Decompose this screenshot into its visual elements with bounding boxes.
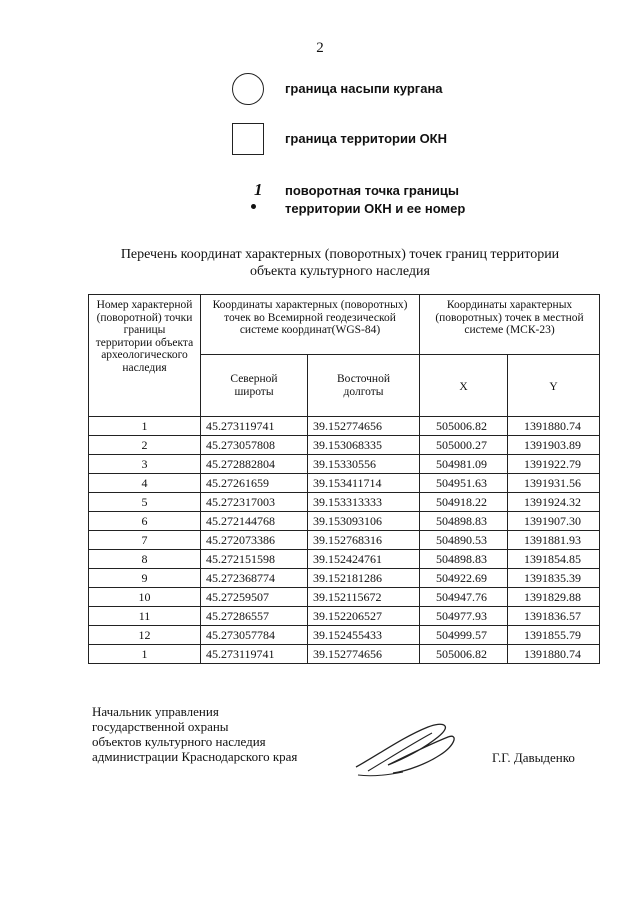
cell-x: 505006.82: [420, 417, 508, 436]
cell-east-longitude: 39.152455433: [308, 626, 420, 645]
cell-east-longitude: 39.152424761: [308, 550, 420, 569]
legend-mound-label: граница насыпи кургана: [285, 81, 443, 96]
legend-point-label-1: поворотная точка границы: [285, 183, 459, 198]
cell-x: 504898.83: [420, 512, 508, 531]
cell-point-number: 1: [89, 645, 201, 664]
legend-point-number: 1: [254, 180, 263, 199]
cell-y: 1391829.88: [508, 588, 600, 607]
cell-east-longitude: 39.152115672: [308, 588, 420, 607]
cell-point-number: 4: [89, 474, 201, 493]
table-row: [89, 550, 600, 569]
header-msk: Координаты характерных (поворотных) точек в местной системе (МСК-23): [420, 295, 600, 355]
signature-block: [92, 704, 297, 764]
cell-north-latitude: 45.27286557: [201, 607, 308, 626]
cell-north-latitude: 45.273119741: [201, 417, 308, 436]
cell-point-number: 7: [89, 531, 201, 550]
cell-x: 505000.27: [420, 436, 508, 455]
cell-y: 1391924.32: [508, 493, 600, 512]
cell-point-number: 9: [89, 569, 201, 588]
table-row: [89, 474, 600, 493]
cell-x: 504922.69: [420, 569, 508, 588]
cell-north-latitude: 45.273057808: [201, 436, 308, 455]
cell-y: 1391855.79: [508, 626, 600, 645]
cell-y: 1391835.39: [508, 569, 600, 588]
table-heading: [80, 246, 600, 280]
signer-title-2: государственной охраны: [92, 719, 229, 734]
cell-north-latitude: 45.272882804: [201, 455, 308, 474]
cell-x: 504918.22: [420, 493, 508, 512]
cell-east-longitude: 39.152206527: [308, 607, 420, 626]
coordinates-table: [88, 294, 600, 664]
cell-north-latitude: 45.272144768: [201, 512, 308, 531]
cell-east-longitude: 39.153313333: [308, 493, 420, 512]
cell-north-latitude: 45.272368774: [201, 569, 308, 588]
cell-x: 504981.09: [420, 455, 508, 474]
header-y: Y: [508, 355, 600, 417]
cell-y: 1391880.74: [508, 645, 600, 664]
header-wgs: Координаты характерных (поворотных) точек во Всемирной геодезической системе координат(WGS-84): [201, 295, 420, 355]
table-row: [89, 626, 600, 645]
cell-y: 1391880.74: [508, 417, 600, 436]
signer-title-4: администрации Краснодарского края: [92, 749, 298, 764]
cell-point-number: 1: [89, 417, 201, 436]
cell-y: 1391922.79: [508, 455, 600, 474]
cell-point-number: 11: [89, 607, 201, 626]
cell-x: 504951.63: [420, 474, 508, 493]
table-row: [89, 417, 600, 436]
table-row: [89, 645, 600, 664]
cell-east-longitude: 39.152774656: [308, 417, 420, 436]
signature-image: [348, 715, 468, 785]
cell-y: 1391836.57: [508, 607, 600, 626]
table-row: [89, 455, 600, 474]
legend-territory-label: граница территории ОКН: [285, 131, 447, 146]
cell-north-latitude: 45.272073386: [201, 531, 308, 550]
table-row: [89, 607, 600, 626]
cell-x: 504977.93: [420, 607, 508, 626]
cell-north-latitude: 45.27261659: [201, 474, 308, 493]
cell-east-longitude: 39.153411714: [308, 474, 420, 493]
table-row: [89, 493, 600, 512]
cell-north-latitude: 45.273119741: [201, 645, 308, 664]
table-row: [89, 531, 600, 550]
cell-x: 504890.53: [420, 531, 508, 550]
table-row: [89, 436, 600, 455]
legend-point-label-2: территории ОКН и ее номер: [285, 201, 466, 216]
table-row: [89, 588, 600, 607]
page-number: 2: [316, 40, 324, 56]
heading-line-1: Перечень координат характерных (поворотных) точек границ территории: [120, 247, 560, 262]
cell-y: 1391881.93: [508, 531, 600, 550]
cell-point-number: 3: [89, 455, 201, 474]
cell-east-longitude: 39.15330556: [308, 455, 420, 474]
cell-point-number: 12: [89, 626, 201, 645]
square-icon: [232, 123, 264, 155]
cell-point-number: 10: [89, 588, 201, 607]
cell-point-number: 5: [89, 493, 201, 512]
header-north: Северной широты: [201, 355, 308, 417]
header-east: Восточной долготы: [308, 355, 420, 417]
signer-title-3: объектов культурного наследия: [92, 734, 266, 749]
cell-east-longitude: 39.153068335: [308, 436, 420, 455]
cell-north-latitude: 45.27259507: [201, 588, 308, 607]
table-row: [89, 569, 600, 588]
cell-point-number: 6: [89, 512, 201, 531]
cell-east-longitude: 39.152181286: [308, 569, 420, 588]
cell-east-longitude: 39.153093106: [308, 512, 420, 531]
cell-north-latitude: 45.272151598: [201, 550, 308, 569]
signer-title-1: Начальник управления: [92, 704, 219, 719]
signer-name: Г.Г. Давыденко: [492, 750, 575, 765]
point-dot-icon: [251, 204, 256, 209]
cell-x: 504947.76: [420, 588, 508, 607]
cell-east-longitude: 39.152774656: [308, 645, 420, 664]
cell-y: 1391854.85: [508, 550, 600, 569]
cell-point-number: 2: [89, 436, 201, 455]
cell-x: 504898.83: [420, 550, 508, 569]
cell-north-latitude: 45.273057784: [201, 626, 308, 645]
table-row: [89, 512, 600, 531]
cell-point-number: 8: [89, 550, 201, 569]
header-point-number: Номер характерной (поворотной) точки границы территории объекта археологического наследия: [89, 295, 201, 417]
header-x: X: [420, 355, 508, 417]
cell-north-latitude: 45.272317003: [201, 493, 308, 512]
heading-line-2: объекта культурного наследия: [250, 264, 430, 279]
table-body: [89, 417, 600, 664]
cell-y: 1391907.30: [508, 512, 600, 531]
cell-x: 505006.82: [420, 645, 508, 664]
cell-y: 1391903.89: [508, 436, 600, 455]
cell-east-longitude: 39.152768316: [308, 531, 420, 550]
cell-y: 1391931.56: [508, 474, 600, 493]
cell-x: 504999.57: [420, 626, 508, 645]
circle-icon: [232, 73, 264, 105]
